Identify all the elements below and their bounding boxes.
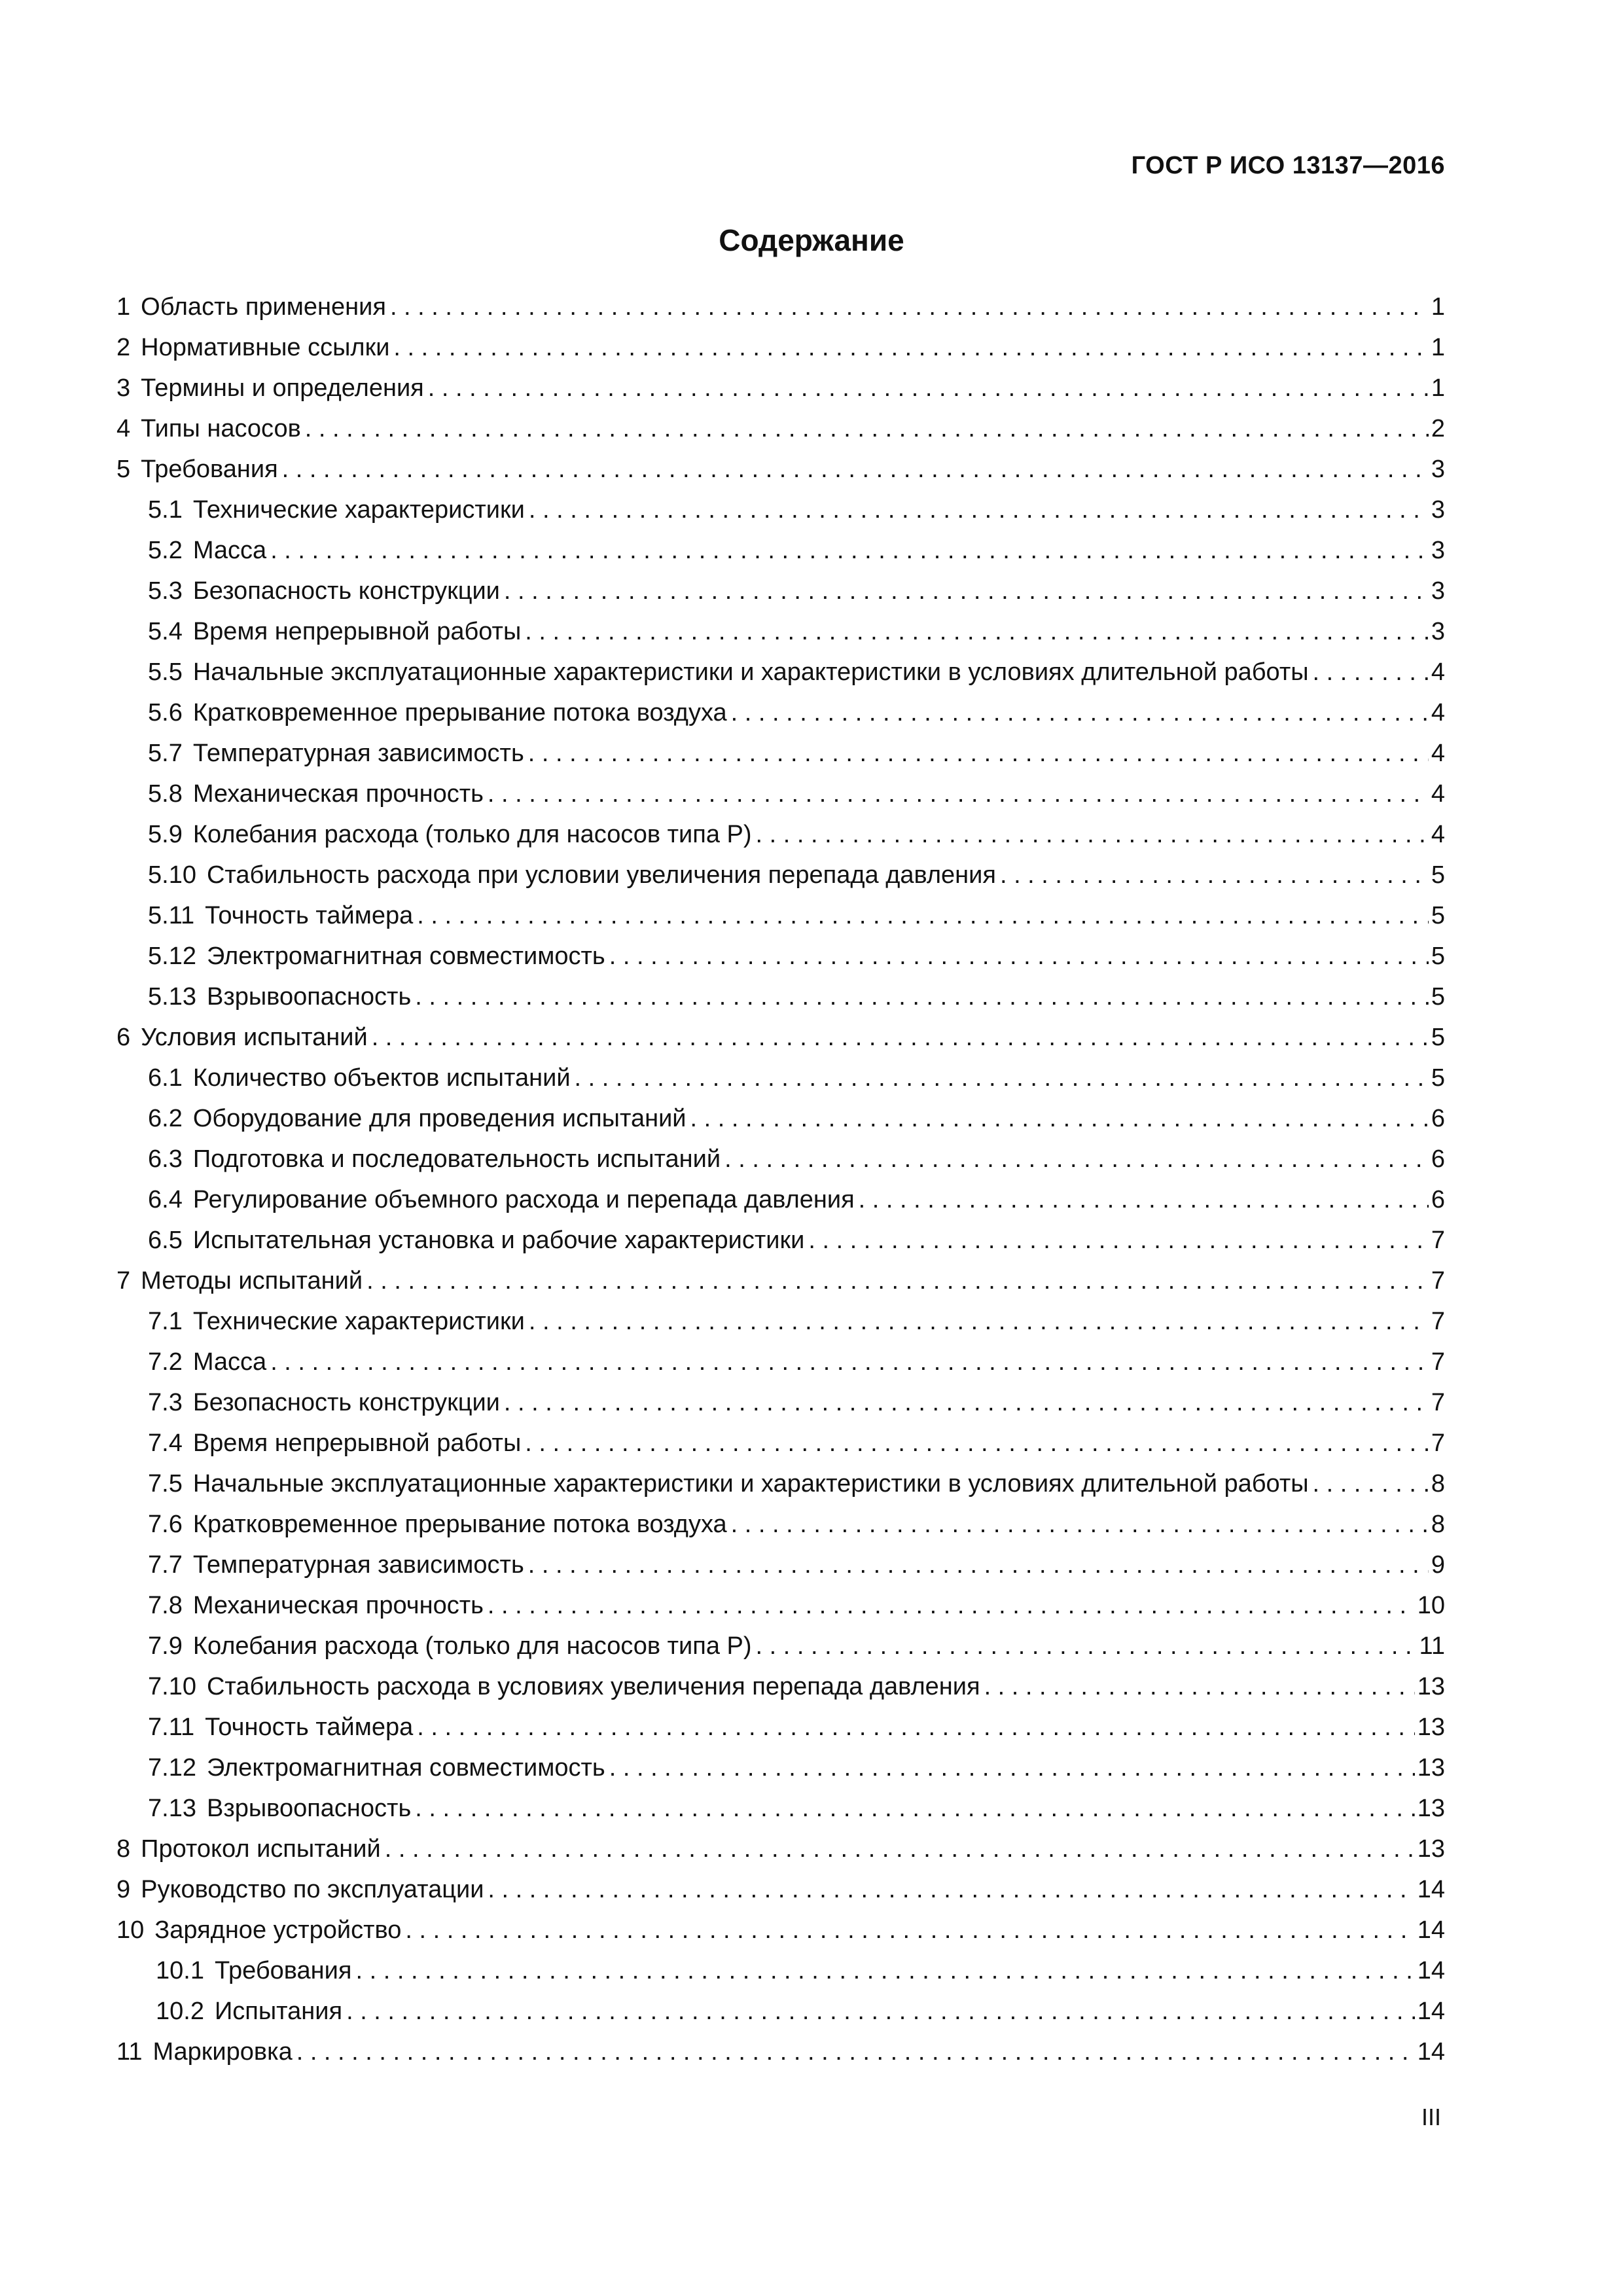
toc-entry-page: 1 <box>1431 374 1445 402</box>
dot-leader <box>609 1748 1415 1788</box>
dot-leader <box>405 1910 1414 1950</box>
toc-entry-page: 5 <box>1431 983 1445 1011</box>
toc-entry-page: 3 <box>1431 537 1445 564</box>
toc-entry[interactable] <box>116 1829 1445 1869</box>
dot-leader <box>756 1626 1417 1666</box>
toc-entry-label: Подготовка и последовательность испытаний <box>192 1145 721 1173</box>
toc-entry-page: 5 <box>1431 861 1445 889</box>
toc-entry[interactable] <box>116 611 1445 652</box>
toc-entry-label: Электромагнитная совместимость <box>206 942 605 970</box>
toc-entry-number: 5.3 <box>148 577 183 605</box>
toc-entry-number: 7 <box>116 1267 131 1295</box>
dot-leader <box>528 1545 1429 1585</box>
dot-leader <box>690 1098 1429 1139</box>
toc-entry-number: 10.2 <box>156 1998 204 2025</box>
toc-entry-number: 7.7 <box>148 1551 183 1579</box>
toc-entry-number: 5.5 <box>148 658 183 686</box>
dot-leader <box>504 1382 1429 1423</box>
toc-entry[interactable] <box>116 1139 1445 1179</box>
toc-entry-number: 6 <box>116 1024 131 1051</box>
toc-entry-label: Технические характеристики <box>192 496 525 524</box>
toc-entry[interactable] <box>116 1910 1445 1950</box>
toc-entry-page: 7 <box>1431 1348 1445 1376</box>
toc-entry[interactable] <box>116 855 1445 895</box>
toc-entry-number: 10.1 <box>156 1957 204 1984</box>
toc-entry-number: 7.12 <box>148 1754 196 1782</box>
toc-entry-page: 8 <box>1431 1511 1445 1538</box>
toc-entry[interactable] <box>116 1261 1445 1301</box>
toc-entry[interactable] <box>116 490 1445 530</box>
toc-entry[interactable] <box>116 652 1445 692</box>
toc-entry-label: Колебания расхода (только для насосов типа Р) <box>192 1632 752 1660</box>
toc-entry-number: 5.12 <box>148 942 196 970</box>
toc-entry-page: 8 <box>1431 1470 1445 1498</box>
toc-entry[interactable] <box>116 1585 1445 1626</box>
toc-entry-page: 7 <box>1431 1389 1445 1416</box>
toc-entry-number: 5.2 <box>148 537 183 564</box>
toc-entry-number: 7.8 <box>148 1592 183 1619</box>
toc-entry-number: 5.8 <box>148 780 183 808</box>
toc-entry-page: 14 <box>1417 1998 1445 2025</box>
toc-entry-page: 13 <box>1417 1713 1445 1741</box>
dot-leader <box>731 692 1429 733</box>
toc-entry-page: 4 <box>1431 740 1445 767</box>
toc-entry-number: 5.10 <box>148 861 196 889</box>
toc-entry[interactable] <box>116 2032 1445 2072</box>
toc-entry-number: 7.3 <box>148 1389 183 1416</box>
dot-leader <box>282 449 1429 490</box>
toc-entry[interactable] <box>116 692 1445 733</box>
toc-entry-label: Количество объектов испытаний <box>192 1064 571 1092</box>
toc-entry[interactable] <box>116 1382 1445 1423</box>
toc-entry[interactable] <box>116 1098 1445 1139</box>
toc-entry-label: Колебания расхода (только для насосов типа Р) <box>192 821 752 848</box>
toc-entry-number: 6.5 <box>148 1227 183 1254</box>
toc-entry[interactable] <box>116 368 1445 408</box>
dot-leader <box>529 490 1429 530</box>
toc-entry-page: 13 <box>1417 1673 1445 1700</box>
toc-entry-label: Испытательная установка и рабочие характеристики <box>192 1227 805 1254</box>
dot-leader <box>525 611 1429 652</box>
toc-entry[interactable] <box>116 774 1445 814</box>
toc-entry-page: 5 <box>1431 1064 1445 1092</box>
toc-entry[interactable] <box>116 1342 1445 1382</box>
toc-entry-page: 11 <box>1419 1632 1445 1660</box>
toc-entry[interactable] <box>116 1950 1445 1991</box>
toc-entry-number: 5.6 <box>148 699 183 726</box>
dot-leader <box>417 1707 1414 1748</box>
toc-entry-number: 7.13 <box>148 1795 196 1822</box>
toc-entry-label: Условия испытаний <box>141 1024 368 1051</box>
toc-entry-number: 6.3 <box>148 1145 183 1173</box>
toc-entry[interactable] <box>116 895 1445 936</box>
toc-entry-page: 14 <box>1417 1957 1445 1984</box>
dot-leader <box>385 1829 1415 1869</box>
toc-entry-page: 3 <box>1431 618 1445 645</box>
toc-entry[interactable] <box>116 1869 1445 1910</box>
document-code: ГОСТ Р ИСО 13137—2016 <box>1131 152 1445 179</box>
dot-leader <box>428 368 1429 408</box>
toc-entry[interactable] <box>116 1748 1445 1788</box>
toc-entry-number: 5.4 <box>148 618 183 645</box>
dot-leader <box>575 1058 1429 1098</box>
toc-entry-page: 3 <box>1431 456 1445 483</box>
toc-entry-label: Механическая прочность <box>192 1592 484 1619</box>
page-number: III <box>1421 2104 1441 2130</box>
toc-entry-number: 2 <box>116 334 131 361</box>
toc-entry-label: Температурная зависимость <box>192 1551 524 1579</box>
dot-leader <box>417 895 1429 936</box>
dot-leader <box>1313 652 1429 692</box>
dot-leader <box>296 2032 1415 2072</box>
toc-entry[interactable] <box>116 571 1445 611</box>
toc-entry-label: Точность таймера <box>205 902 414 929</box>
dot-leader <box>525 1423 1429 1463</box>
dot-leader <box>528 733 1429 774</box>
toc-entry-number: 9 <box>116 1876 131 1903</box>
toc-entry-number: 7.4 <box>148 1429 183 1457</box>
toc-entry-number: 5 <box>116 456 131 483</box>
dot-leader <box>859 1179 1429 1220</box>
toc-entry-page: 4 <box>1431 658 1445 686</box>
toc-entry-label: Технические характеристики <box>192 1308 525 1335</box>
toc-entry-label: Безопасность конструкции <box>192 577 500 605</box>
toc-entry-page: 2 <box>1431 415 1445 442</box>
toc-entry-label: Начальные эксплуатационные характеристики и характеристики в условиях длительной работы <box>192 658 1309 686</box>
toc-entry-number: 7.11 <box>148 1713 195 1741</box>
toc-entry-page: 3 <box>1431 496 1445 524</box>
toc-entry[interactable] <box>116 1545 1445 1585</box>
toc-entry-number: 6.2 <box>148 1105 183 1132</box>
dot-leader <box>305 408 1429 449</box>
toc-entry[interactable] <box>116 1707 1445 1748</box>
toc-entry-label: Взрывоопасность <box>206 1795 412 1822</box>
dot-leader <box>529 1301 1429 1342</box>
page-title: Содержание <box>719 223 904 257</box>
dot-leader <box>393 327 1428 368</box>
toc-entry-page: 3 <box>1431 577 1445 605</box>
toc-entry[interactable] <box>116 977 1445 1017</box>
toc-entry[interactable] <box>116 1220 1445 1261</box>
toc-entry-page: 1 <box>1431 334 1445 361</box>
toc-entry-number: 7.6 <box>148 1511 183 1538</box>
toc-entry-label: Оборудование для проведения испытаний <box>192 1105 687 1132</box>
toc-entry-page: 4 <box>1431 699 1445 726</box>
toc-entry[interactable] <box>116 936 1445 977</box>
toc-entry-page: 14 <box>1417 1876 1445 1903</box>
toc-entry-page: 7 <box>1431 1429 1445 1457</box>
toc-entry-number: 7.9 <box>148 1632 183 1660</box>
toc-entry-label: Термины и определения <box>141 374 424 402</box>
toc-entry-number: 7.5 <box>148 1470 183 1498</box>
toc-entry[interactable] <box>116 1301 1445 1342</box>
toc-entry-number: 8 <box>116 1835 131 1863</box>
toc-entry[interactable] <box>116 1423 1445 1463</box>
toc-entry[interactable] <box>116 733 1445 774</box>
toc-entry-number: 5.13 <box>148 983 196 1011</box>
toc-entry-label: Кратковременное прерывание потока воздуха <box>192 1511 727 1538</box>
toc-entry-label: Стабильность расхода в условиях увеличения перепада давления <box>206 1673 980 1700</box>
toc-entry-page: 13 <box>1417 1754 1445 1782</box>
dot-leader <box>984 1666 1415 1707</box>
dot-leader <box>346 1991 1415 2032</box>
toc-entry-page: 5 <box>1431 942 1445 970</box>
toc-entry-number: 4 <box>116 415 131 442</box>
dot-leader <box>731 1504 1429 1545</box>
toc-entry-label: Точность таймера <box>205 1713 414 1741</box>
toc-entry-number: 1 <box>116 293 131 321</box>
dot-leader <box>390 287 1429 327</box>
toc-entry-number: 7.10 <box>148 1673 196 1700</box>
toc-entry[interactable] <box>116 1058 1445 1098</box>
toc-entry-label: Начальные эксплуатационные характеристики и характеристики в условиях длительной работы <box>192 1470 1309 1498</box>
toc-entry[interactable] <box>116 1788 1445 1829</box>
dot-leader <box>488 774 1429 814</box>
dot-leader <box>270 1342 1429 1382</box>
toc-entry[interactable] <box>116 1991 1445 2032</box>
toc-entry-number: 7.1 <box>148 1308 183 1335</box>
dot-leader <box>372 1017 1429 1058</box>
toc-entry-label: Методы испытаний <box>141 1267 363 1295</box>
dot-leader <box>724 1139 1429 1179</box>
toc-entry-label: Электромагнитная совместимость <box>206 1754 605 1782</box>
toc-entry-page: 14 <box>1417 2038 1445 2066</box>
toc-entry[interactable] <box>116 814 1445 855</box>
toc-entry[interactable] <box>116 408 1445 449</box>
toc-entry-page: 4 <box>1431 780 1445 808</box>
toc-entry-label: Механическая прочность <box>192 780 484 808</box>
dot-leader <box>609 936 1429 977</box>
toc-entry-number: 6.4 <box>148 1186 183 1213</box>
toc-entry-number: 7.2 <box>148 1348 183 1376</box>
dot-leader <box>1313 1463 1429 1504</box>
toc-entry-page: 5 <box>1431 1024 1445 1051</box>
toc-entry-page: 13 <box>1417 1795 1445 1822</box>
toc-entry-label: Масса <box>192 1348 267 1376</box>
toc-entry-label: Кратковременное прерывание потока воздуха <box>192 699 727 726</box>
toc-entry-number: 5.11 <box>148 902 195 929</box>
dot-leader <box>488 1585 1415 1626</box>
toc-entry-page: 6 <box>1431 1186 1445 1213</box>
toc-entry-label: Требования <box>214 1957 352 1984</box>
toc-entry-label: Протокол испытаний <box>141 1835 381 1863</box>
toc-entry[interactable] <box>116 449 1445 490</box>
toc-entry-page: 7 <box>1431 1267 1445 1295</box>
toc-entry-page: 6 <box>1431 1145 1445 1173</box>
toc-entry-label: Температурная зависимость <box>192 740 524 767</box>
toc-entry-number: 6.1 <box>148 1064 183 1092</box>
toc-entry-page: 7 <box>1431 1227 1445 1254</box>
toc-entry-page: 6 <box>1431 1105 1445 1132</box>
toc-entry-number: 5.9 <box>148 821 183 848</box>
toc-entry-page: 14 <box>1417 1916 1445 1944</box>
toc-entry-label: Зарядное устройство <box>154 1916 402 1944</box>
toc-entry-page: 7 <box>1431 1308 1445 1335</box>
toc-entry-label: Время непрерывной работы <box>192 1429 522 1457</box>
dot-leader <box>355 1950 1414 1991</box>
dot-leader <box>270 530 1429 571</box>
toc-entry[interactable] <box>116 1504 1445 1545</box>
toc-entry-number: 10 <box>116 1916 145 1944</box>
toc-entry-label: Испытания <box>214 1998 343 2025</box>
toc-entry-page: 9 <box>1431 1551 1445 1579</box>
toc-entry-page: 1 <box>1431 293 1445 321</box>
dot-leader <box>488 1869 1414 1910</box>
dot-leader <box>808 1220 1429 1261</box>
toc-entry[interactable] <box>116 1179 1445 1220</box>
toc-entry-label: Регулирование объемного расхода и перепада давления <box>192 1186 855 1213</box>
dot-leader <box>1000 855 1429 895</box>
toc-entry-label: Масса <box>192 537 267 564</box>
dot-leader <box>366 1261 1429 1301</box>
toc-entry-page: 10 <box>1417 1592 1445 1619</box>
toc-entry[interactable] <box>116 530 1445 571</box>
toc-entry-number: 5.1 <box>148 496 183 524</box>
toc-entry-label: Требования <box>141 456 278 483</box>
toc-entry[interactable] <box>116 1626 1445 1666</box>
toc-entry[interactable] <box>116 287 1445 327</box>
toc-entry[interactable] <box>116 327 1445 368</box>
toc-entry-label: Область применения <box>141 293 386 321</box>
toc-entry[interactable] <box>116 1017 1445 1058</box>
toc-entry-label: Безопасность конструкции <box>192 1389 500 1416</box>
toc-entry-label: Нормативные ссылки <box>141 334 390 361</box>
toc-entry-page: 5 <box>1431 902 1445 929</box>
toc-entry-page: 4 <box>1431 821 1445 848</box>
toc-entry-label: Взрывоопасность <box>206 983 412 1011</box>
toc-entry-label: Маркировка <box>152 2038 293 2066</box>
toc-entry[interactable] <box>116 1463 1445 1504</box>
dot-leader <box>756 814 1429 855</box>
toc-entry-page: 13 <box>1417 1835 1445 1863</box>
toc-entry-label: Руководство по эксплуатации <box>141 1876 484 1903</box>
toc-entry-number: 5.7 <box>148 740 183 767</box>
toc-entry-number: 3 <box>116 374 131 402</box>
toc-entry-label: Типы насосов <box>141 415 301 442</box>
dot-leader <box>504 571 1429 611</box>
dot-leader <box>415 977 1429 1017</box>
toc-entry-label: Стабильность расхода при условии увеличения перепада давления <box>206 861 996 889</box>
toc-entry[interactable] <box>116 1666 1445 1707</box>
dot-leader <box>415 1788 1414 1829</box>
table-of-contents <box>116 287 1445 2072</box>
toc-entry-label: Время непрерывной работы <box>192 618 522 645</box>
toc-entry-number: 11 <box>116 2038 143 2066</box>
